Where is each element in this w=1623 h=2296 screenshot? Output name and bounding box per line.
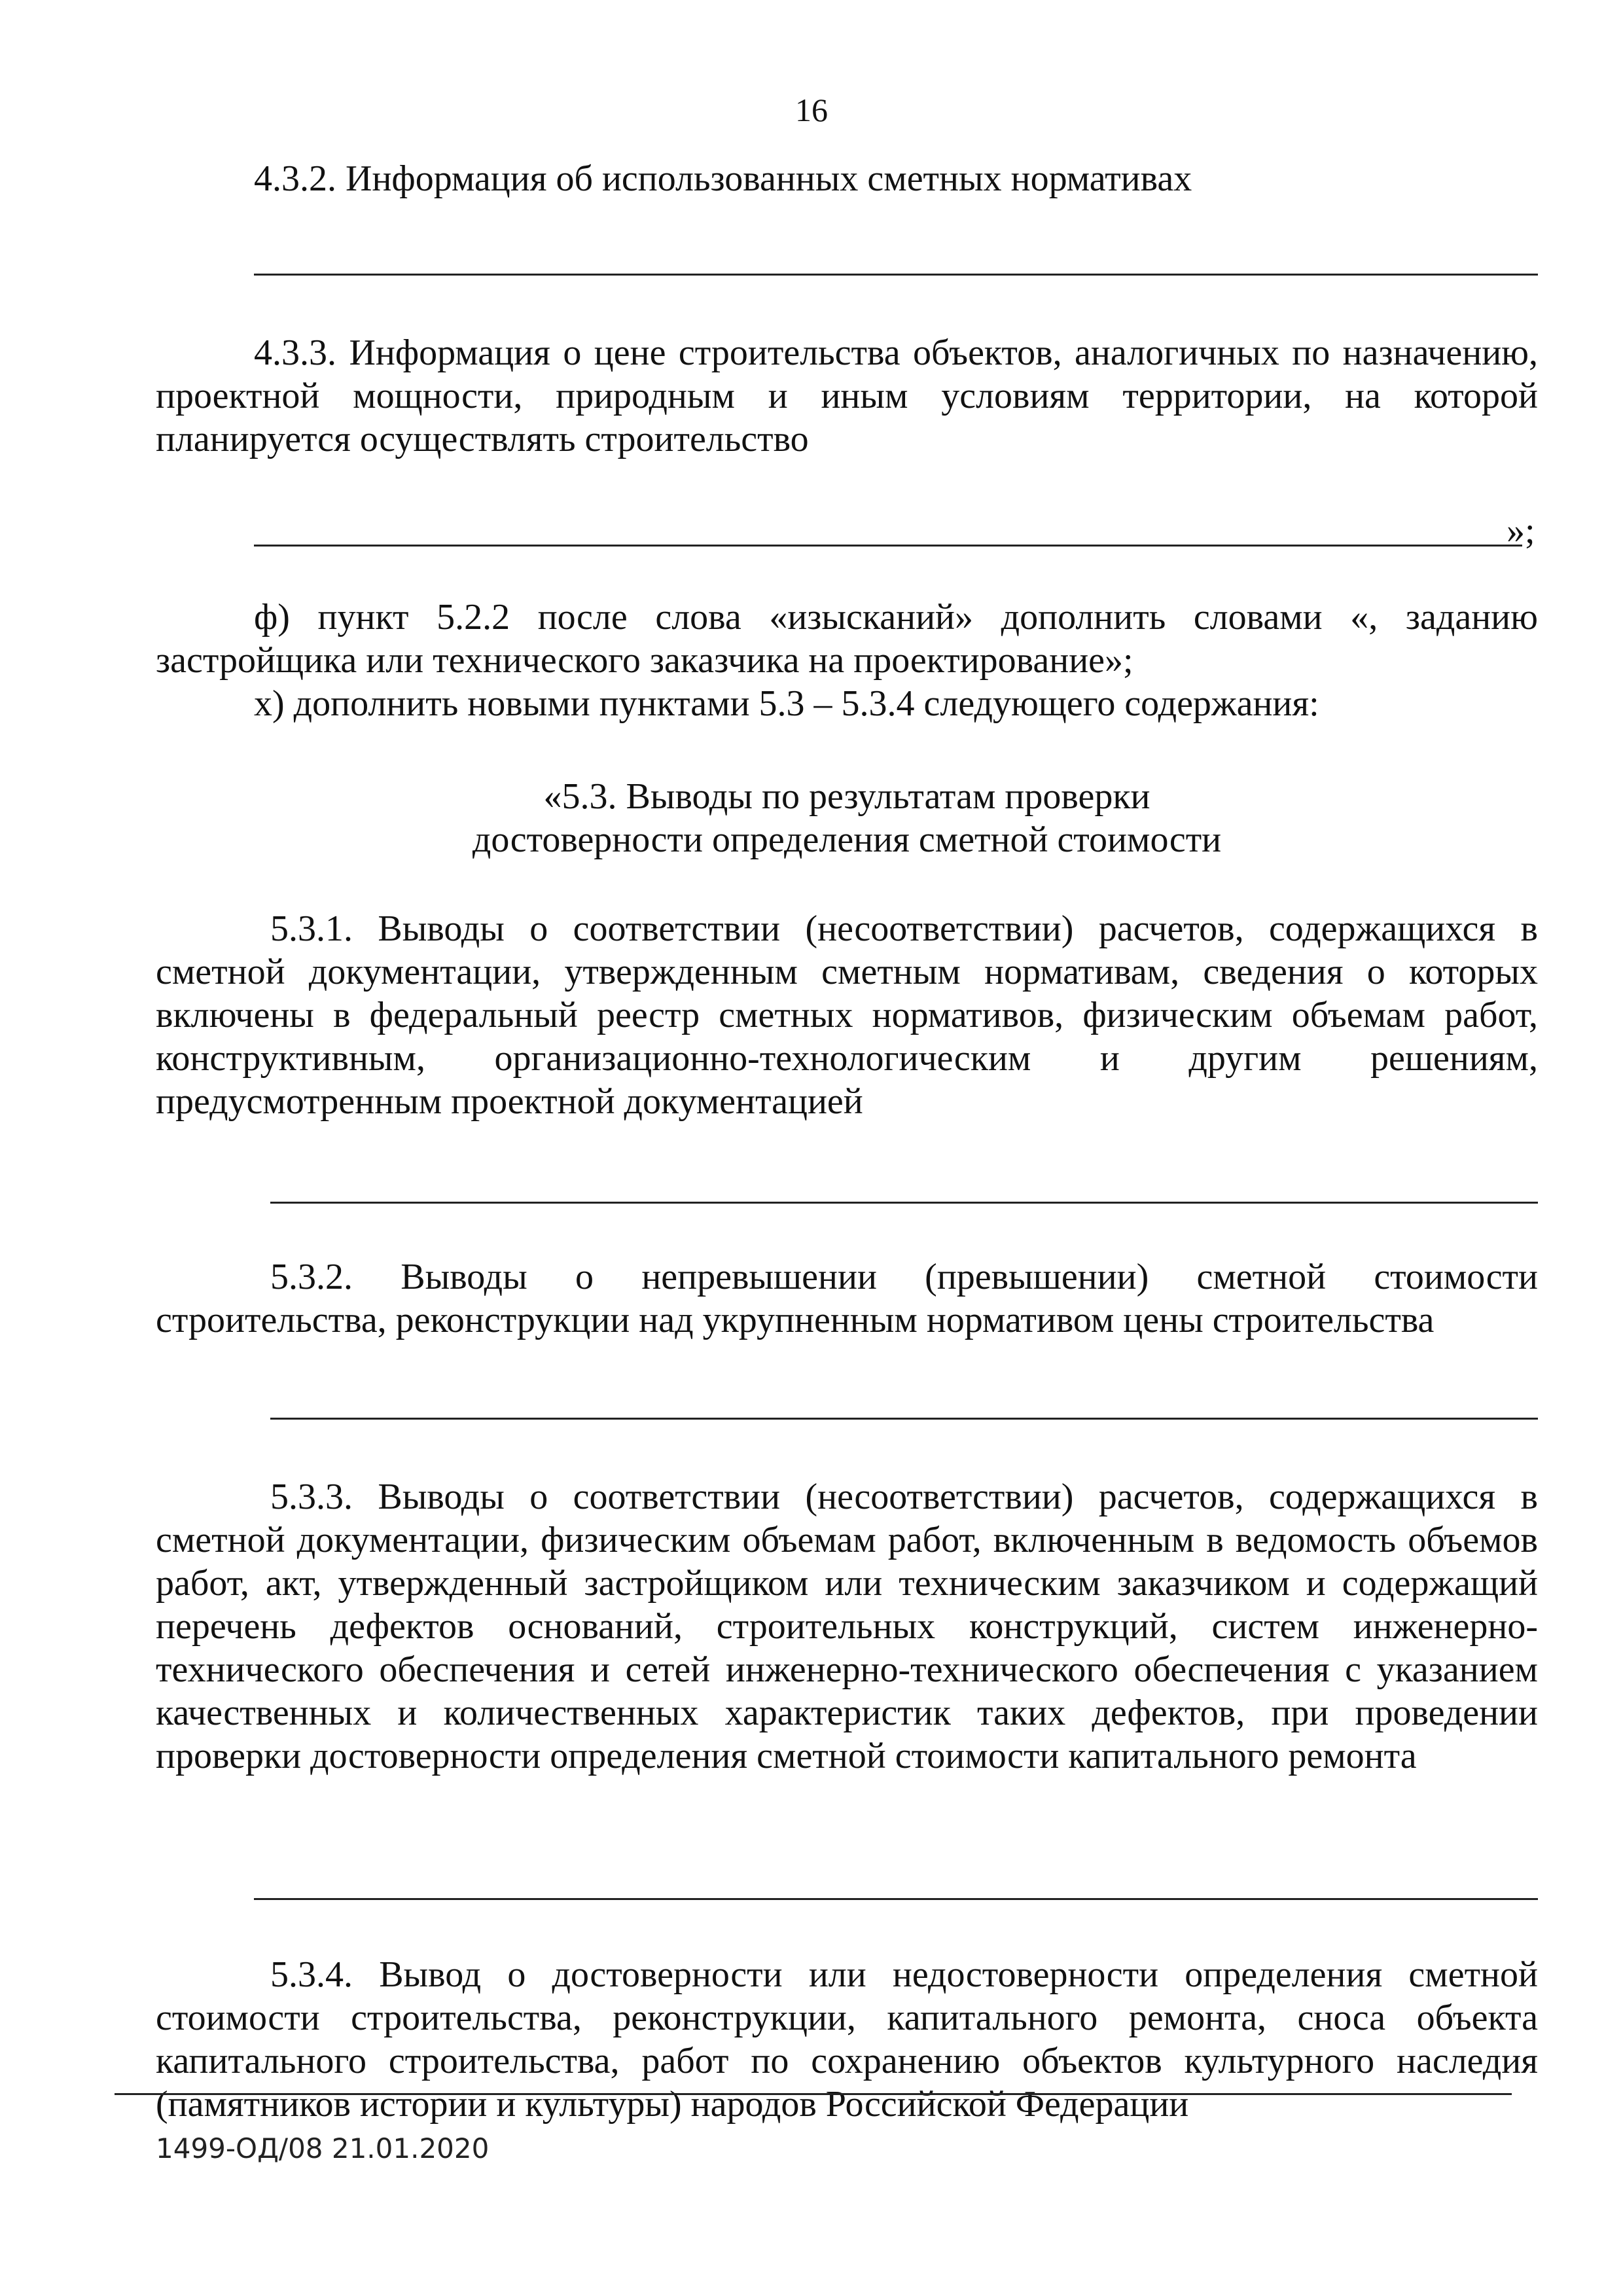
paragraph-5-3-1: 5.3.1. Выводы о соответствии (несоответствии) расчетов, содержащихся в сметной документации, утвержденным сметным нормативам, сведения о которых включены в федеральный реестр сметных нормативов, физическим объемам работ, конструктивным, организационно-технологическим и другим решениям, предусмотренным проектной документацией xyxy=(156,908,1538,1122)
page-number: 16 xyxy=(795,92,828,128)
paragraph-4-3-3: 4.3.3. Информация о цене строительства объектов, аналогичных по назначению, проектной мощности, природным и иным условиям территории, на которой планируется осуществлять строительство xyxy=(156,332,1538,459)
fill-in-line-4-3-3 xyxy=(254,545,1522,547)
fill-in-line-5-3-2 xyxy=(270,1418,1538,1420)
fill-in-line-5-3-1 xyxy=(270,1202,1538,1204)
fill-in-line-5-3-3 xyxy=(254,1898,1538,1900)
paragraph-f: ф) пункт 5.2.2 после слова «изысканий» дополнить словами «, заданию застройщика или технического заказчика на проектирование»; xyxy=(156,597,1538,681)
footer-divider xyxy=(115,2093,1512,2095)
section-heading-line-2: достоверности определения сметной стоимости xyxy=(472,819,1222,860)
document-code: 1499-ОД/08 21.01.2020 xyxy=(156,2132,490,2164)
paragraph-5-3-3: 5.3.3. Выводы о соответствии (несоответствии) расчетов, содержащихся в сметной документации, физическим объемам работ, включенным в ведомость объемов работ, акт, утвержденный застройщиком или техническим заказчиком и содержащий перечень дефектов оснований, строительных конструкций, систем инженерно-технического обеспечения и сетей инженерно-технического обеспечения с указанием качественных и количественных характеристик таких дефектов, при проведении проверки достоверности определения сметной стоимости капитального ремонта xyxy=(156,1477,1538,1776)
section-heading-line-1: «5.3. Выводы по результатам проверки xyxy=(543,776,1150,817)
paragraph-h: х) дополнить новыми пунктами 5.3 – 5.3.4 следующего содержания: xyxy=(254,683,1319,724)
fill-in-line-4-3-2 xyxy=(254,274,1538,276)
paragraph-4-3-2: 4.3.2. Информация об использованных сметных нормативах xyxy=(254,158,1192,199)
paragraph-5-3-4: 5.3.4. Вывод о достоверности или недостоверности определения сметной стоимости строительства, реконструкции, капитального ремонта, сноса объекта капитального строительства, работ по сохранению объектов культурного наследия (памятников истории и культуры) народов Российской Федерации xyxy=(156,1954,1538,2125)
paragraph-5-3-2: 5.3.2. Выводы о непревышении (превышении) сметной стоимости строительства, реконструкции над укрупненным нормативом цены строительства xyxy=(156,1257,1538,1340)
closing-quote-4-3-3: »; xyxy=(1507,511,1535,551)
